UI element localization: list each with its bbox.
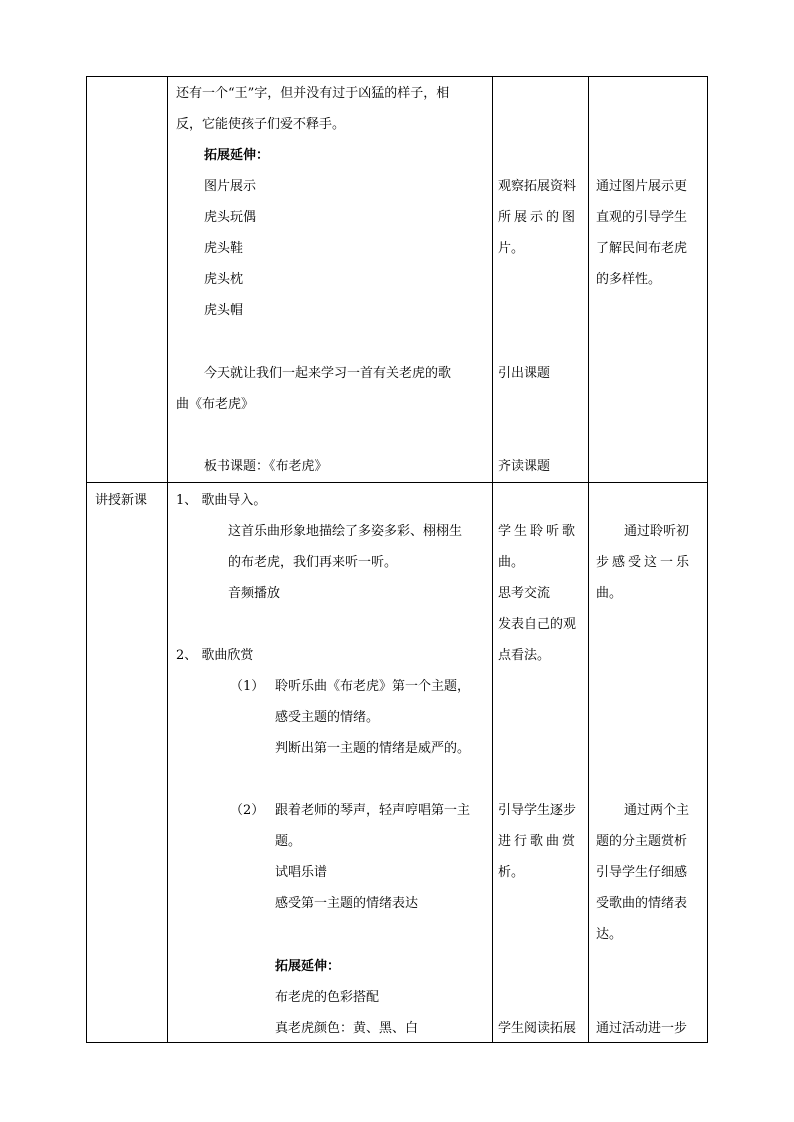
intent-line: 曲。 [596,586,623,601]
student-activity-line: 片。 [498,241,525,256]
intent-line: 步感受这一乐 [596,555,693,570]
student-activity-line: 所展示的图 [498,210,579,225]
sub-step-1-line-2: 感受主题的情绪。 [275,710,380,725]
intro-line-1: 还有一个“王”字，但并没有过于凶猛的样子，相 [176,86,450,101]
step-2-heading: 2、 歌曲欣赏 [176,648,254,663]
read-topic: 齐读课题 [498,459,551,474]
sub-step-1-line-3: 判断出第一主题的情绪是威严的。 [275,741,471,756]
sub-step-1-number: （1） [230,679,265,694]
sub-step-2-line-3: 试唱乐谱 [275,865,328,880]
student-activity-line: 观察拓展资料 [498,179,577,194]
student-activity-line: 发表自己的观 [498,617,577,632]
column-divider [492,77,493,1042]
sub-step-2-line-2: 题。 [275,834,302,849]
sub-step-2-number: （2） [230,803,265,818]
extension-line-1: 布老虎的色彩搭配 [275,990,380,1005]
student-activity-line: 析。 [498,865,525,880]
intent-line: 通过活动进一步 [596,1021,688,1036]
student-activity-line: 引导学生逐步 [498,803,577,818]
intent-line: 的多样性。 [596,272,662,287]
image-item: 虎头鞋 [204,241,244,256]
extension-heading: 拓展延伸： [275,959,341,974]
today-line-1: 今天就让我们一起来学习一首有关老虎的歌 [204,366,452,381]
student-activity-line: 曲。 [498,555,525,570]
extension-line-2: 真老虎颜色：黄、黑、白 [275,1021,419,1036]
intent-line: 通过图片展示更 [596,179,688,194]
intent-line: 引导学生仔细感 [596,865,688,880]
image-item: 虎头帽 [204,303,244,318]
intent-line: 受歌曲的情绪表 [596,896,688,911]
intent-line: 通过聆听初 [624,524,690,539]
extension-heading: 拓展延伸： [204,148,270,163]
column-divider [167,77,168,1042]
student-activity-line: 进行歌曲赏 [498,834,579,849]
intent-line: 了解民间布老虎 [596,241,688,256]
student-activity-line: 点看法。 [498,648,551,663]
step-1-heading: 1、 歌曲导入。 [176,493,267,508]
image-item: 虎头枕 [204,272,244,287]
intent-line: 题的分主题赏析 [596,834,688,849]
row-divider [87,482,707,483]
sub-step-2-line-1: 跟着老师的琴声，轻声哼唱第一主 [275,803,471,818]
image-item: 虎头玩偶 [204,210,257,225]
step-1-line-2: 的布老虎，我们再来听一听。 [228,555,398,570]
sub-step-2-line-4: 感受第一主题的情绪表达 [275,896,419,911]
sub-step-1-line-1: 聆听乐曲《布老虎》第一个主题， [275,679,471,694]
student-activity-line: 学生阅读拓展 [498,1021,577,1036]
intent-line: 直观的引导学生 [596,210,688,225]
intro-line-2: 反，它能使孩子们爱不释手。 [176,117,346,132]
student-activity-line: 学生聆听歌 [498,524,579,539]
lead-topic: 引出课题 [498,366,551,381]
today-line-2: 曲《布老虎》 [176,397,255,412]
step-1-line-1: 这首乐曲形象地描绘了多姿多彩、栩栩生 [228,524,463,539]
lesson-plan-table [86,76,708,1043]
student-activity-line: 思考交流 [498,586,551,601]
board-title: 板书课题：《布老虎》 [204,459,328,474]
image-item: 图片展示 [204,179,257,194]
column-divider [588,77,589,1042]
intent-line: 达。 [596,927,623,942]
intent-line: 通过两个主 [624,803,690,818]
audio-playback: 音频播放 [228,586,281,601]
section-label: 讲授新课 [95,493,148,508]
